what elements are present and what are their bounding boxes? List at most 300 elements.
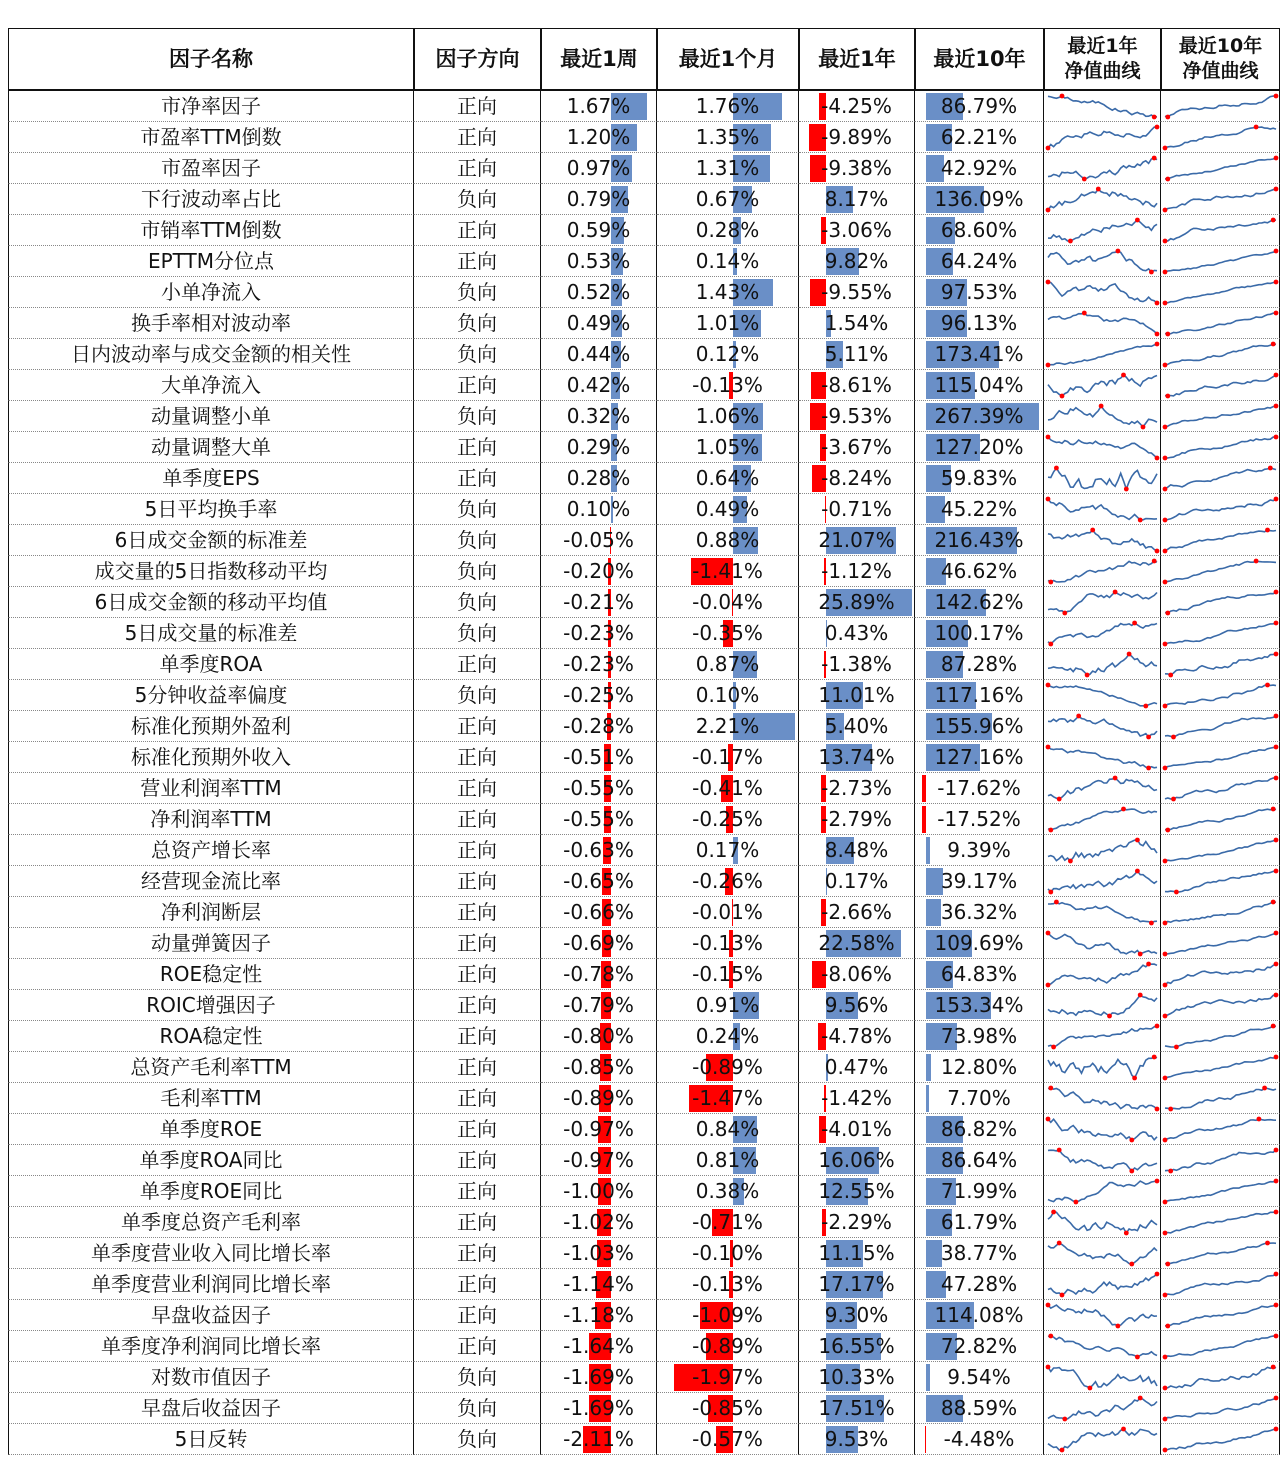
curve-max-marker [1274, 714, 1279, 719]
curve-line [1165, 933, 1276, 954]
curve-line [1048, 1181, 1157, 1202]
table-row [8, 742, 1280, 773]
cell-factor-name: 小单净流入 [8, 277, 414, 308]
cell-m1 [657, 928, 799, 959]
cell-w1 [541, 1114, 657, 1145]
curve-line [1165, 995, 1276, 1016]
cell-curve-1y [1044, 1145, 1161, 1176]
cell-curve-1y [1044, 1176, 1161, 1207]
cell-y10 [915, 1362, 1044, 1393]
cell-curve-1y [1044, 804, 1161, 835]
value-w1: 0.28% [566, 466, 631, 490]
cell-y1 [799, 1176, 915, 1207]
value-w1: -1.02% [563, 1210, 634, 1234]
table-row [8, 91, 1280, 122]
value-m1: 0.87% [695, 652, 760, 676]
value-m1: 1.01% [695, 311, 760, 335]
curve-line [1048, 251, 1157, 272]
curve-max-marker [1121, 807, 1126, 812]
curve-max-marker [1152, 559, 1157, 564]
cell-direction: 正向 [414, 370, 541, 401]
curve-min-marker [1163, 1293, 1168, 1298]
curve-10y-sparkline [1161, 1083, 1280, 1114]
cell-direction: 正向 [414, 1114, 541, 1145]
cell-curve-10y [1161, 463, 1280, 494]
value-y1: 1.54% [824, 311, 889, 335]
cell-m1 [657, 525, 799, 556]
cell-curve-10y [1161, 1052, 1280, 1083]
value-y10: 86.79% [940, 94, 1018, 118]
value-y10: -4.48% [943, 1427, 1015, 1451]
cell-w1 [541, 1331, 657, 1362]
curve-min-marker [1116, 1324, 1121, 1329]
curve-max-marker [1046, 1303, 1051, 1308]
curve-min-marker [1171, 735, 1176, 740]
curve-max-marker [1116, 249, 1121, 254]
cell-y10 [915, 835, 1044, 866]
cell-curve-1y [1044, 587, 1161, 618]
value-y10: 46.62% [940, 559, 1018, 583]
curve-max-marker [1274, 621, 1279, 626]
curve-line [1165, 1398, 1276, 1419]
cell-y10 [915, 897, 1044, 928]
curve-min-marker [1048, 642, 1053, 647]
cell-curve-10y [1161, 680, 1280, 711]
cell-y10 [915, 556, 1044, 587]
cell-curve-1y [1044, 866, 1161, 897]
cell-m1 [657, 773, 799, 804]
table-row [8, 618, 1280, 649]
table-row [8, 990, 1280, 1021]
value-y1: 13.74% [818, 745, 895, 769]
value-m1: 2.21% [695, 714, 760, 738]
cell-factor-name: 单季度EPS [8, 463, 414, 494]
cell-curve-1y [1044, 246, 1161, 277]
table-row [8, 463, 1280, 494]
curve-max-marker [1046, 683, 1051, 688]
value-y1: -4.25% [821, 94, 892, 118]
value-w1: -1.03% [563, 1241, 634, 1265]
curve-max-marker [1135, 869, 1140, 874]
curve-max-marker [1265, 528, 1270, 533]
value-y1: -9.38% [821, 156, 892, 180]
table-row [8, 556, 1280, 587]
curve-10y-sparkline [1161, 1424, 1280, 1455]
curve-max-marker [1054, 900, 1059, 905]
value-y1: 5.40% [824, 714, 889, 738]
table-row [8, 649, 1280, 680]
cell-m1 [657, 804, 799, 835]
curve-1y-sparkline [1044, 370, 1161, 401]
curve-max-marker [1262, 1086, 1267, 1091]
value-m1: -0.85% [692, 1396, 763, 1420]
cell-y10 [915, 153, 1044, 184]
curve-max-marker [1274, 962, 1279, 967]
curve-line [1165, 530, 1276, 551]
cell-factor-name: 5日平均换手率 [8, 494, 414, 525]
curve-line [1165, 623, 1276, 644]
cell-y1 [799, 1424, 915, 1455]
value-m1: 0.84% [695, 1117, 760, 1141]
curve-line [1048, 189, 1157, 210]
cell-y10 [915, 1145, 1044, 1176]
cell-y1 [799, 556, 915, 587]
curve-max-marker [1152, 156, 1157, 161]
cell-direction: 正向 [414, 1145, 541, 1176]
cell-factor-name: 6日成交金额的标准差 [8, 525, 414, 556]
cell-y10 [915, 1424, 1044, 1455]
cell-m1 [657, 1052, 799, 1083]
value-y1: 11.01% [818, 683, 895, 707]
curve-line [1048, 654, 1157, 675]
cell-factor-name: ROA稳定性 [8, 1021, 414, 1052]
curve-line [1048, 716, 1157, 737]
cell-direction: 正向 [414, 432, 541, 463]
cell-y1 [799, 835, 915, 866]
value-y1: -2.79% [821, 807, 892, 831]
cell-y1 [799, 1238, 915, 1269]
curve-1y-sparkline [1044, 494, 1161, 525]
curve-max-marker [1274, 1272, 1279, 1277]
curve-max-marker [1138, 1396, 1143, 1401]
curve-max-marker [1265, 683, 1270, 688]
curve-1y-sparkline [1044, 556, 1161, 587]
cell-m1 [657, 494, 799, 525]
cell-w1 [541, 463, 657, 494]
cell-curve-10y [1161, 897, 1280, 928]
cell-w1 [541, 680, 657, 711]
value-w1: -0.23% [563, 652, 634, 676]
curve-10y-sparkline [1161, 990, 1280, 1021]
cell-w1 [541, 494, 657, 525]
value-y10: 42.92% [940, 156, 1018, 180]
cell-factor-name: 单季度ROE [8, 1114, 414, 1145]
value-y10: 59.83% [940, 466, 1018, 490]
cell-factor-name: 早盘收益因子 [8, 1300, 414, 1331]
value-w1: 0.49% [566, 311, 631, 335]
curve-max-marker [1135, 218, 1140, 223]
curve-min-marker [1107, 1014, 1112, 1019]
cell-y10 [915, 1393, 1044, 1424]
curve-min-marker [1132, 1076, 1137, 1081]
curve-line [1165, 1367, 1276, 1388]
cell-m1 [657, 897, 799, 928]
curve-max-marker [1274, 1334, 1279, 1339]
cell-factor-name: 标准化预期外盈利 [8, 711, 414, 742]
curve-min-marker [1171, 797, 1176, 802]
cell-curve-10y [1161, 1207, 1280, 1238]
cell-y1 [799, 494, 915, 525]
curve-min-marker [1062, 1417, 1067, 1422]
value-m1: 1.05% [695, 435, 760, 459]
cell-y1 [799, 1362, 915, 1393]
value-m1: -1.41% [692, 559, 763, 583]
cell-curve-10y [1161, 246, 1280, 277]
cell-direction: 正向 [414, 959, 541, 990]
cell-y1 [799, 618, 915, 649]
curve-min-marker [1163, 1448, 1168, 1453]
cell-y10 [915, 463, 1044, 494]
curve-min-marker [1163, 425, 1168, 430]
curve-min-marker [1088, 1386, 1093, 1391]
curve-min-marker [1062, 611, 1067, 616]
curve-line [1165, 747, 1276, 768]
curve-line [1048, 282, 1157, 303]
cell-m1 [657, 215, 799, 246]
table-row [8, 122, 1280, 153]
value-w1: 0.42% [566, 373, 631, 397]
curve-max-marker [1274, 373, 1279, 378]
cell-factor-name: ROE稳定性 [8, 959, 414, 990]
curve-1y-sparkline [1044, 91, 1161, 122]
curve-min-marker [1155, 549, 1160, 554]
curve-max-marker [1271, 807, 1276, 812]
cell-w1 [541, 432, 657, 463]
curve-min-marker [1074, 1200, 1079, 1205]
curve-min-marker [1163, 456, 1168, 461]
curve-max-marker [1274, 1210, 1279, 1215]
curve-max-marker [1135, 838, 1140, 843]
curve-max-marker [1138, 993, 1143, 998]
curve-line [1165, 1181, 1276, 1202]
cell-y10 [915, 990, 1044, 1021]
curve-min-marker [1046, 146, 1051, 151]
curve-max-marker [1048, 1334, 1053, 1339]
curve-line [1048, 933, 1157, 954]
curve-max-marker [1268, 466, 1273, 471]
cell-y1 [799, 1114, 915, 1145]
curve-max-marker [1274, 1396, 1279, 1401]
curve-max-marker [1046, 1117, 1051, 1122]
header-direction [414, 28, 541, 91]
curve-min-marker [1163, 518, 1168, 523]
curve-max-marker [1274, 404, 1279, 409]
curve-max-marker [1082, 311, 1087, 316]
cell-y10 [915, 587, 1044, 618]
cell-w1 [541, 1021, 657, 1052]
curve-min-marker [1124, 1231, 1129, 1236]
curve-line [1165, 468, 1276, 489]
cell-curve-1y [1044, 1424, 1161, 1455]
curve-10y-sparkline [1161, 1114, 1280, 1145]
curve-10y-sparkline [1161, 463, 1280, 494]
curve-min-marker [1068, 859, 1073, 864]
curve-max-marker [1274, 187, 1279, 192]
cell-y10 [915, 432, 1044, 463]
cell-m1 [657, 959, 799, 990]
cell-direction: 负向 [414, 184, 541, 215]
cell-w1 [541, 1424, 657, 1455]
cell-factor-name: 单季度营业收入同比增长率 [8, 1238, 414, 1269]
cell-y10 [915, 742, 1044, 773]
value-m1: 0.28% [695, 218, 760, 242]
curve-min-marker [1135, 1355, 1140, 1360]
curve-line [1048, 313, 1157, 334]
curve-1y-sparkline [1044, 246, 1161, 277]
cell-w1 [541, 184, 657, 215]
value-m1: -0.26% [692, 869, 763, 893]
cell-curve-10y [1161, 339, 1280, 370]
cell-m1 [657, 1238, 799, 1269]
curve-1y-sparkline [1044, 680, 1161, 711]
cell-direction: 正向 [414, 742, 541, 773]
value-y10: 12.80% [940, 1055, 1018, 1079]
value-y1: -2.73% [821, 776, 892, 800]
curve-10y-sparkline [1161, 122, 1280, 153]
curve-max-marker [1155, 1272, 1160, 1277]
curve-line [1048, 592, 1157, 613]
value-w1: -0.63% [563, 838, 634, 862]
curve-10y-sparkline [1161, 215, 1280, 246]
cell-curve-10y [1161, 525, 1280, 556]
cell-y1 [799, 463, 915, 494]
curve-1y-sparkline [1044, 525, 1161, 556]
cell-direction: 负向 [414, 494, 541, 525]
curve-10y-sparkline [1161, 308, 1280, 339]
curve-1y-sparkline [1044, 1362, 1161, 1393]
cell-y1 [799, 525, 915, 556]
cell-y1 [799, 1331, 915, 1362]
curve-max-marker [1274, 280, 1279, 285]
curve-min-marker [1149, 921, 1154, 926]
cell-direction: 正向 [414, 711, 541, 742]
table-row [8, 277, 1280, 308]
curve-min-marker [1068, 239, 1073, 244]
curve-max-marker [1046, 745, 1051, 750]
value-m1: 0.88% [695, 528, 760, 552]
cell-y10 [915, 1052, 1044, 1083]
curve-max-marker [1155, 1024, 1160, 1029]
curve-1y-sparkline [1044, 1393, 1161, 1424]
bar-y10 [922, 806, 926, 833]
value-m1: 0.24% [695, 1024, 760, 1048]
curve-1y-sparkline [1044, 339, 1161, 370]
bar-y10 [926, 1054, 931, 1081]
cell-y1 [799, 866, 915, 897]
cell-direction: 正向 [414, 215, 541, 246]
curve-min-marker [1163, 642, 1168, 647]
value-w1: 0.97% [566, 156, 631, 180]
value-y10: -17.52% [937, 807, 1021, 831]
curve-1y-sparkline [1044, 153, 1161, 184]
cell-direction: 负向 [414, 339, 541, 370]
curve-line [1165, 1026, 1276, 1047]
curve-10y-sparkline [1161, 277, 1280, 308]
curve-1y-sparkline [1044, 1052, 1161, 1083]
value-y10: 72.82% [940, 1334, 1018, 1358]
curve-max-marker [1271, 1365, 1276, 1370]
curve-1y-sparkline [1044, 401, 1161, 432]
curve-min-marker [1163, 301, 1168, 306]
curve-10y-sparkline [1161, 835, 1280, 866]
cell-factor-name: 动量调整小单 [8, 401, 414, 432]
cell-factor-name: 6日成交金额的移动平均值 [8, 587, 414, 618]
value-y1: 9.56% [824, 993, 889, 1017]
cell-direction: 正向 [414, 1269, 541, 1300]
curve-line [1165, 902, 1276, 923]
curve-min-marker [1163, 952, 1168, 957]
cell-factor-name: 早盘后收益因子 [8, 1393, 414, 1424]
value-w1: -0.97% [563, 1148, 634, 1172]
curve-line [1165, 1274, 1276, 1295]
curve-line [1048, 127, 1157, 148]
table-row [8, 432, 1280, 463]
cell-curve-1y [1044, 959, 1161, 990]
cell-y10 [915, 339, 1044, 370]
value-w1: -0.23% [563, 621, 634, 645]
curve-1y-sparkline [1044, 184, 1161, 215]
curve-min-marker [1051, 1045, 1056, 1050]
cell-y10 [915, 370, 1044, 401]
curve-line [1048, 778, 1157, 799]
value-m1: -0.41% [692, 776, 763, 800]
value-y10: 68.60% [940, 218, 1018, 242]
cell-curve-10y [1161, 990, 1280, 1021]
cell-y10 [915, 1114, 1044, 1145]
curve-1y-sparkline [1044, 1331, 1161, 1362]
cell-w1 [541, 959, 657, 990]
cell-curve-10y [1161, 122, 1280, 153]
value-y1: 17.17% [818, 1272, 895, 1296]
curve-min-marker [1165, 1262, 1170, 1267]
value-w1: 0.59% [566, 218, 631, 242]
curve-1y-sparkline [1044, 432, 1161, 463]
value-y1: -8.61% [821, 373, 892, 397]
cell-curve-10y [1161, 1300, 1280, 1331]
cell-curve-10y [1161, 1083, 1280, 1114]
header-name [8, 28, 414, 91]
bar-y10 [926, 837, 930, 864]
cell-factor-name: 5分钟收益率偏度 [8, 680, 414, 711]
cell-factor-name: 下行波动率占比 [8, 184, 414, 215]
value-y1: -2.66% [821, 900, 892, 924]
value-y1: -9.55% [821, 280, 892, 304]
cell-y1 [799, 1300, 915, 1331]
curve-line [1165, 375, 1276, 396]
value-w1: -2.11% [563, 1427, 634, 1451]
curve-min-marker [1165, 177, 1170, 182]
curve-max-marker [1274, 869, 1279, 874]
curve-min-marker [1146, 735, 1151, 740]
value-y1: -9.53% [821, 404, 892, 428]
value-m1: -0.71% [692, 1210, 763, 1234]
curve-line [1048, 220, 1157, 241]
value-y10: 96.13% [940, 311, 1018, 335]
curve-line [1165, 685, 1276, 706]
curve-10y-sparkline [1161, 897, 1280, 928]
value-w1: -0.20% [563, 559, 634, 583]
cell-direction: 正向 [414, 649, 541, 680]
value-w1: 0.52% [566, 280, 631, 304]
curve-max-marker [1274, 156, 1279, 161]
cell-y10 [915, 525, 1044, 556]
curve-min-marker [1163, 270, 1168, 275]
cell-curve-1y [1044, 1083, 1161, 1114]
cell-curve-10y [1161, 742, 1280, 773]
cell-factor-name: 市销率TTM倒数 [8, 215, 414, 246]
header-name-label: 因子名称 [169, 46, 253, 71]
cell-w1 [541, 246, 657, 277]
value-m1: -1.97% [692, 1365, 763, 1389]
table-row [8, 1424, 1280, 1455]
curve-line [1165, 778, 1276, 799]
bar-y10 [926, 899, 941, 926]
curve-1y-sparkline [1044, 1207, 1161, 1238]
cell-factor-name: 单季度ROA同比 [8, 1145, 414, 1176]
cell-y10 [915, 1207, 1044, 1238]
cell-curve-10y [1161, 804, 1280, 835]
cell-curve-10y [1161, 1362, 1280, 1393]
